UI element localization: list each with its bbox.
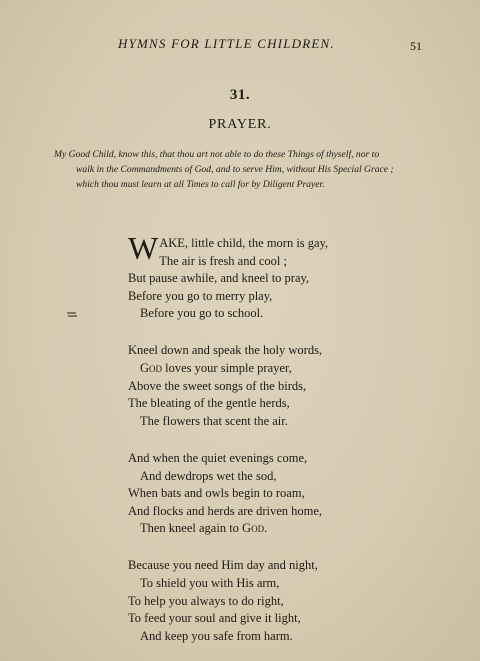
running-head (0, 36, 480, 56)
stanza-3 (128, 450, 428, 538)
running-title: HYMNS FOR LITTLE CHILDREN. (118, 36, 335, 51)
hymn-number: 31. (229, 87, 251, 103)
verse-text: Then kneel again to (140, 521, 243, 536)
stanza-4 (128, 557, 428, 645)
verse-line: But pause awhile, and kneel to pray, (128, 271, 310, 286)
verse-text: loves your simple prayer, (162, 361, 292, 376)
verse-line: To feed your soul and give it light, (128, 611, 301, 626)
page-number: 51 (410, 39, 422, 53)
verse-line: When bats and owls begin to roam, (128, 486, 305, 501)
verse-text: AKE, little child, the morn is gay, (159, 236, 329, 250)
hymn-title: PRAYER. (208, 117, 272, 132)
verse-line: And flocks and herds are driven home, (128, 503, 323, 518)
verse-line: The bleating of the gentle herds, (128, 396, 290, 411)
poem (128, 230, 428, 645)
verse-line: Because you need Him day and night, (128, 558, 318, 573)
verse-line: To shield you with His arm, (140, 576, 280, 590)
verse-line: Before you go to school. (140, 306, 264, 321)
epigraph-line: My Good Child, know this, that thou art not able to do these Things of thyself, nor to (54, 149, 380, 160)
stanza-1 (128, 230, 428, 323)
verse-line: Above the sweet songs of the birds, (128, 378, 307, 393)
verse-line (128, 360, 428, 378)
verse-line: And when the quiet evenings come, (128, 450, 308, 465)
margin-mark-icon (66, 311, 78, 319)
epigraph-line: walk in the Commandments of God, and to serve Him, without His Special Grace ; (76, 164, 394, 175)
verse-line: Kneel down and speak the holy words, (128, 343, 323, 358)
verse-line: And dewdrops wet the sod, (140, 468, 277, 483)
small-caps-word: God (140, 361, 163, 376)
stanza-2 (128, 342, 428, 430)
epigraph-line: which thou must learn at all Times to call for by Diligent Prayer. (76, 179, 325, 190)
epigraph (40, 147, 460, 192)
small-caps-word: God (242, 521, 265, 536)
verse-text: . (264, 521, 268, 536)
verse-line (128, 520, 428, 538)
verse-line: To help you always to do right, (128, 593, 284, 608)
verse-line: Before you go to merry play, (128, 288, 273, 303)
drop-cap: W (128, 230, 159, 266)
verse-line: The air is fresh and cool ; (159, 253, 287, 268)
verse-line: And keep you safe from harm. (140, 628, 293, 643)
verse-line: The flowers that scent the air. (140, 413, 288, 428)
